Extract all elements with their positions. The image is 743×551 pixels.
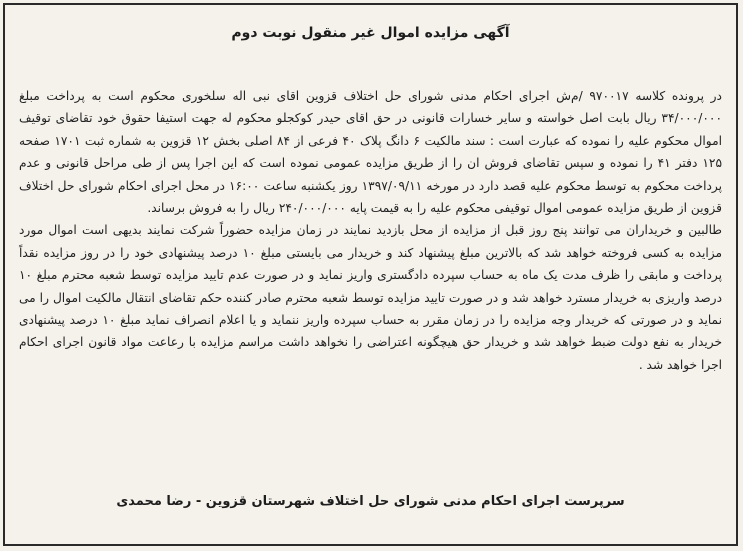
notice-title: آگهی مزایده اموال غیر منقول نوبت دوم — [231, 25, 510, 41]
notice-body — [19, 85, 722, 376]
notice-paragraph-terms: طالبین و خریداران می توانند پنج روز قبل از مزایده از محل بازدید نمایند در زمان مزایده حضوراً شرکت نمایند بدیهی است اموال مورد مزایده به کسی فروخته خواهد شد که بالاترین مبلغ پیشنهاد کند و خریدار می بایستی مبلغ ۱۰ درصد پیشنهادی خود را در روز مزایده نقداً پرداخت و مابقی را ظرف مدت یک ماه به حساب سپرده دادگستری واریز نماید و در صورت عدم تایید مزایده توسط شعبه محترم مبلغ ۱۰ درصد واریزی به خریدار مسترد خواهد شد و در صورت تایید مزایده توسط شعبه محترم صادر کننده حکم تقاضای انتقال مالکیت اموال را می نماید و در صورتی که خریدار وجه مزایده را در زمان مقرر به حساب سپرده واریز ننماید و یا اعلام انصراف نماید مبلغ ۱۰ درصد پیشنهادی خریدار به نفع دولت ضبط خواهد شد و خریدار حق هیچگونه اعتراضی را نخواهد داشت مراسم مزایده با رعاعت مواد قانون اجرای احکام اجرا خواهد شد . — [19, 223, 722, 372]
notice-signature: سرپرست اجرای احکام مدنی شورای حل اختلاف شهرستان قزوین - رضا محمدی — [116, 494, 625, 509]
notice-paragraph-case: در پرونده کلاسه ۹۷۰۰۱۷ /م‌ش اجرای احکام مدنی شورای حل اختلاف قزوین اقای نبی اله سلخوری محکوم است به پرداخت مبلغ ۳۴/۰۰۰/۰۰۰ ریال بابت اصل خواسته و سایر خسارات قانونی در حق اقای حیدر کوکجلو محکوم له جهت استیفا حقوق خود تقاضای توقیف اموال محکوم علیه را نموده که عبارت است : سند مالکیت ۶ دانگ پلاک ۴۰ فرعی از ۸۴ اصلی بخش ۱۲ قزوین به شماره ثبت ۱۷۰۱ صفحه ۱۲۵ دفتر ۴۱ را نموده و سپس تقاضای فروش ان را از طریق مزایده عمومی نموده است که این اجرا پس از طی مراحل قانونی و عدم پرداخت محکوم به توسط محکوم علیه قصد دارد در مورخه ۱۳۹۷/۰۹/۱۱ روز یکشنبه ساعت ۱۶:۰۰ در محل اجرای احکام شورای حل اختلاف قزوین از طریق مزایده عمومی اموال توقیفی محکوم علیه را به قیمت پایه ۲۴۰/۰۰۰/۰۰۰ ریال را به فروش برساند. — [19, 89, 723, 216]
notice-border — [3, 3, 738, 546]
